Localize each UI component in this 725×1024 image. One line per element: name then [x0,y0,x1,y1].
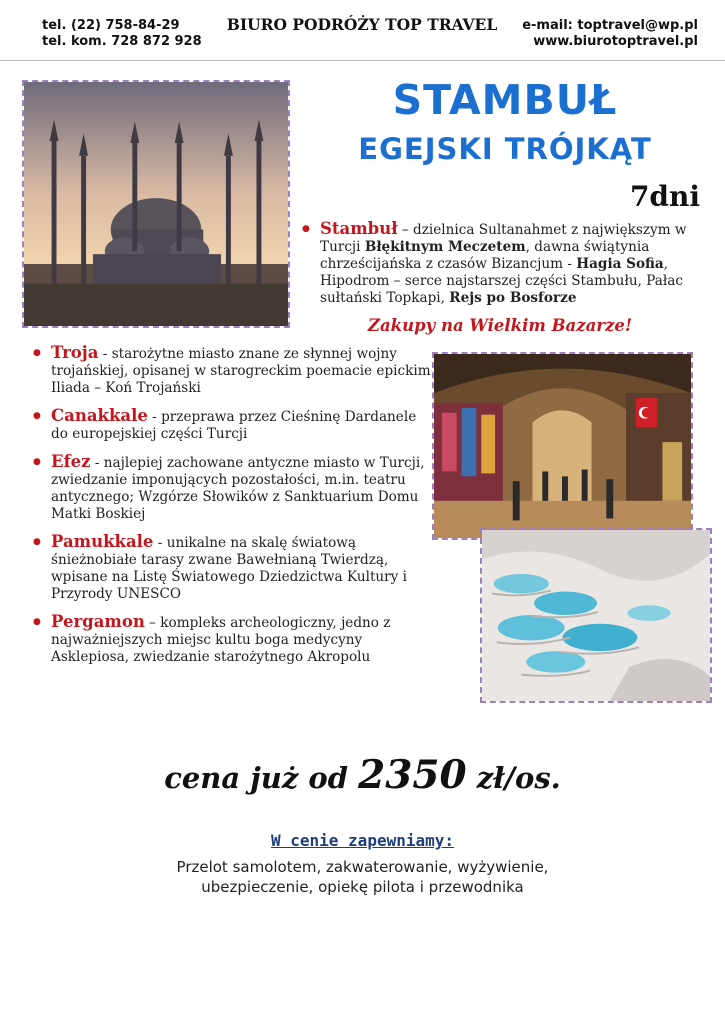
website-link[interactable]: www.biurotoptravel.pl [533,34,698,49]
mobile-number: tel. kom. 728 872 928 [42,34,202,49]
contact-web [500,18,698,50]
pamukkale-photo [480,528,712,703]
places-list [33,344,431,676]
phone-number: tel. (22) 758-84-29 [42,18,180,33]
place-name: Pergamon [51,612,145,631]
price-amount: 2350 [358,752,467,798]
price-line: cena już od 2350 zł/os. [164,752,561,798]
trip-duration: 7dni [629,180,700,213]
grand-bazaar-photo [432,352,693,540]
list-item-troja: ● Troja - starożytne miasto znane ze słynnej wojny trojańskiej, opisanej w starogreckim poemacie epickim Iliada – Koń Trojański [33,344,431,397]
contact-phones [42,18,212,50]
included-heading: W cenie zapewniamy: [270,831,455,850]
list-item-pamukkale: ● Pamukkale - unikalne na skalę światową śnieżnobiałe tarasy zwane Bawełnianą Twierdzą, wpisane na Listę Światowego Dziedzictwa Kultury i Przyrody UNESCO [33,533,431,603]
list-item-pergamon: ● Pergamon – kompleks archeologiczny, jedno z najważniejszych miejsc kultu boga medycyny Asklepiosa, zwiedzanie starożytnego Akropolu [33,613,431,666]
place-name: Troja [51,343,99,362]
istanbul-section [302,220,702,317]
place-name: Stambuł [320,219,398,238]
blue-mosque-photo [22,80,290,328]
list-item-canakkale: ● Canakkale - przeprawa przez Cieśninę Dardanele do europejskiej części Turcji [33,407,431,443]
place-description: starożytne miasto znane ze słynnej wojny trojańskiej, opisanej w starogreckim poemacie epickim Iliada – Koń Trojański [51,346,431,396]
header-divider [0,60,725,61]
place-description: unikalne na skalę światową śnieżnobiałe tarasy zwane Bawełnianą Twierdzą, wpisane na Listę Światowego Dziedzictwa Kultury i Przyrody UNESCO [51,535,408,602]
bazaar-tagline: Zakupy na Wielkim Bazarze! [367,316,633,335]
page-subtitle: EGEJSKI TRÓJKĄT [358,132,652,166]
place-description: przeprawa przez Cieśninę Dardanele do europejskiej części Turcji [51,409,417,442]
place-description: kompleks archeologiczny, jedno z najważniejszych miejsc kultu boga medycyny Asklepiosa, zwiedzanie starożytnego Akropolu [51,615,391,665]
place-description: najlepiej zachowane antyczne miasto w Turcji, zwiedzanie imponujących pozostałości, m.in. teatru antycznego; Wzgórze Słowików z Sanktuarium Domu Matki Boskiej [51,455,425,522]
list-item-efez: ● Efez - najlepiej zachowane antyczne miasto w Turcji, zwiedzanie imponujących pozostałości, m.in. teatru antycznego; Wzgórze Słowików z Sanktuarium Domu Matki Boskiej [33,453,431,523]
agency-name: BIURO PODRÓŻY TOP TRAVEL [226,15,498,34]
included-text: Przelot samolotem, zakwaterowanie, wyżywienie, ubezpieczenie, opiekę pilota i przewodnika [176,858,549,896]
place-name: Pamukkale [51,532,154,551]
list-item-istanbul: ● Stambuł – dzielnica Sultanahmet z największym w Turcji Błękitnym Meczetem, dawna świątynia chrześcijańska z czasów Bizancjum - Hagia Sofia, Hipodrom – serce najstarszej części Stambułu, Pałac sułtański Topkapi, Rejs po Bosforze [302,220,702,307]
page-title: STAMBUŁ [392,76,618,124]
place-name: Canakkale [51,406,148,425]
place-name: Efez [51,452,91,471]
email-link[interactable]: e-mail: toptravel@wp.pl [522,18,698,33]
